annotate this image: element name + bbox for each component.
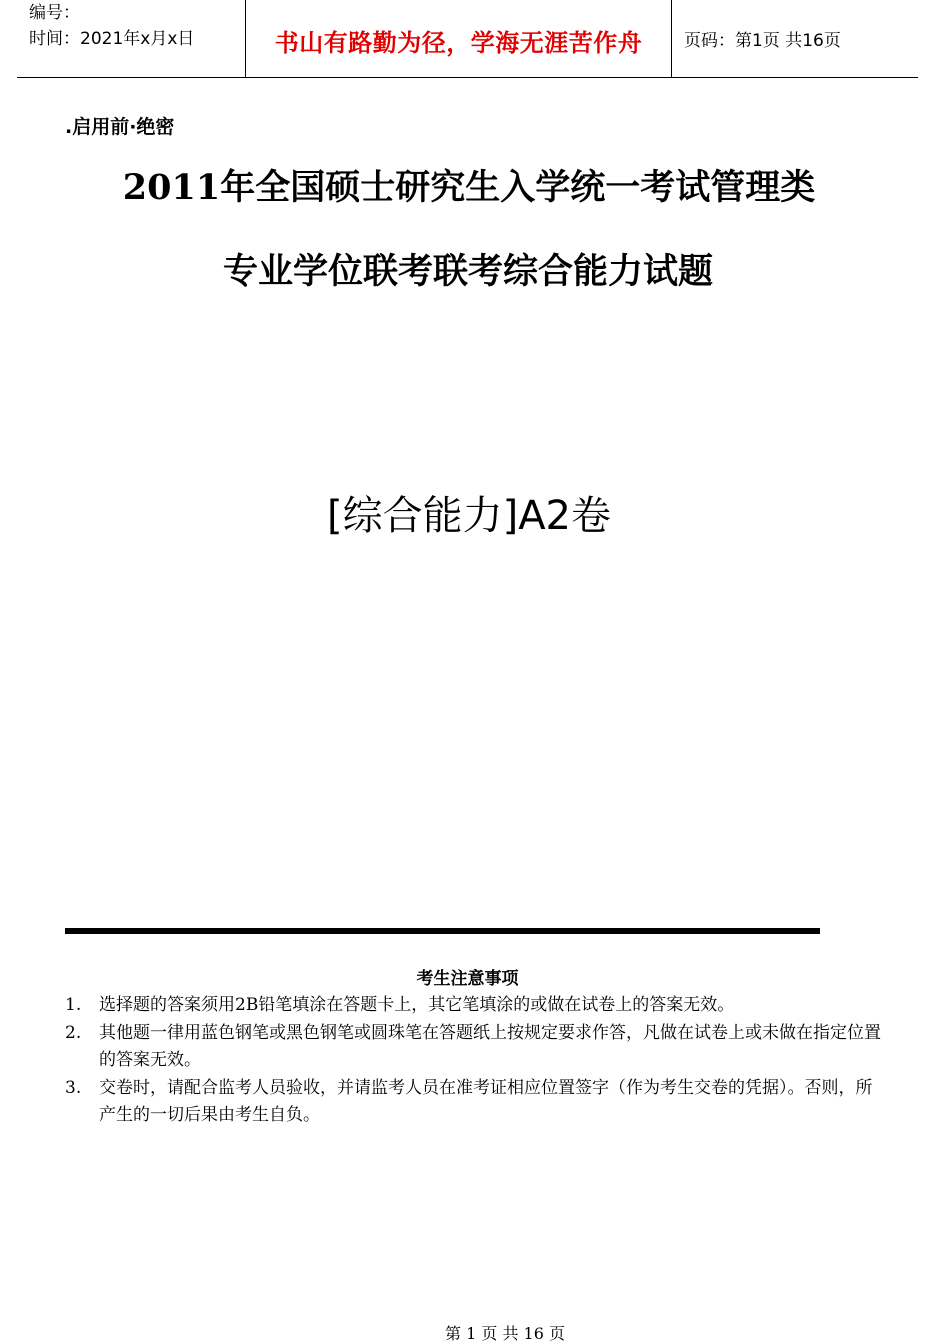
notice-item xyxy=(65,1020,885,1074)
notice-item-text: 选择题的答案须用2B铅笔填涂在答题卡上，其它笔填涂的或做在试卷上的答案无效。 xyxy=(99,995,735,1015)
notice-item-text: 交卷时，请配合监考人员验收，并请监考人员在准考证相应位置签字（作为考生交卷的凭据）。否则，所产生的一切后果由考生自负。 xyxy=(99,1078,873,1125)
serial-number-label: 编号： xyxy=(29,3,80,23)
notice-list xyxy=(65,992,885,1130)
section-divider xyxy=(65,928,820,934)
header-page-info: 页码：第1页 共16页 xyxy=(684,31,841,51)
notice-item-number: 2. xyxy=(65,1023,82,1043)
time-label: 时间：2021年x月x日 xyxy=(29,29,195,49)
exam-volume-label: [综合能力]A2卷 xyxy=(326,493,612,539)
notice-heading: 考生注意事项 xyxy=(416,969,519,989)
notice-item xyxy=(65,1075,885,1129)
page-header xyxy=(17,0,918,78)
document-title-line-2: 专业学位联考联考综合能力试题 xyxy=(222,251,713,292)
document-title-line-1: 2011年全国硕士研究生入学统一考试管理类 xyxy=(122,167,816,208)
notice-item-number: 1. xyxy=(65,995,82,1015)
header-page-cell xyxy=(672,0,918,77)
notice-item-number: 3. xyxy=(65,1078,82,1098)
header-meta-cell xyxy=(17,0,246,77)
header-motto-cell xyxy=(246,0,672,77)
page-footer: 第 1 页 共 16 页 xyxy=(445,1324,565,1343)
motto-text: 书山有路勤为径，学海无涯苦作舟 xyxy=(274,29,643,57)
notice-item xyxy=(65,992,885,1019)
notice-item-text: 其他题一律用蓝色钢笔或黑色钢笔或圆珠笔在答题纸上按规定要求作答，凡做在试卷上或未做在指定位置的答案无效。 xyxy=(99,1023,881,1070)
classification-label: .启用前·绝密 xyxy=(65,116,175,138)
